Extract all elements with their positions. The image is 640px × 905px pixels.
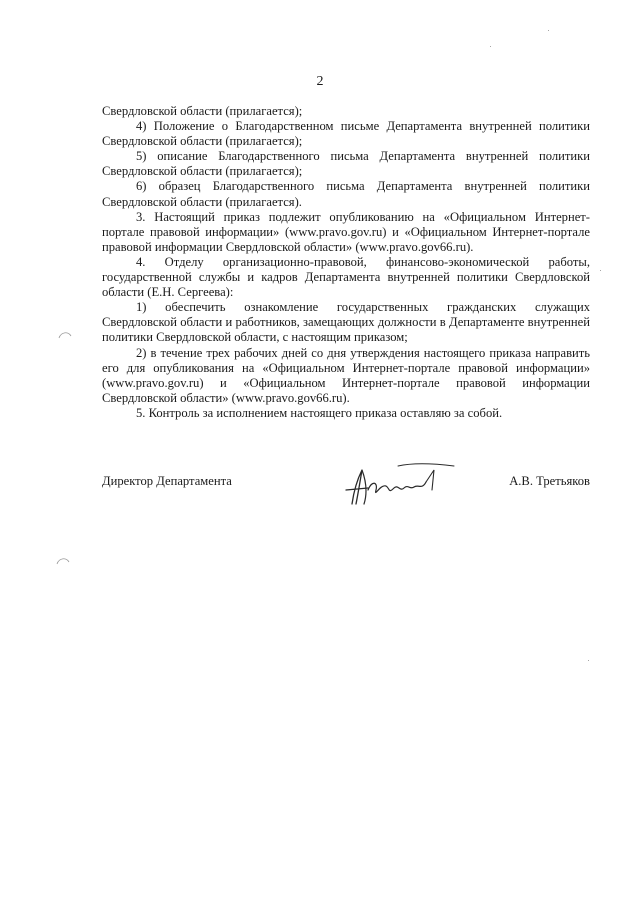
scan-speck xyxy=(490,46,491,47)
position-title: Директор Департамента xyxy=(102,474,232,488)
document-body xyxy=(102,104,590,421)
paragraph-2: 4) Положение о Благодарственном письме Департамента внутренней политики Свердловской области (прилагается); xyxy=(102,119,590,149)
scan-speck xyxy=(588,660,589,661)
paragraph-7: 1) обеспечить ознакомление государственных гражданских служащих Свердловской области и работников, замещающих должности в Департаменте внутренней политики Свердловской области, с настоящим приказом; xyxy=(102,300,590,345)
paragraph-5: 3. Настоящий приказ подлежит опубликованию на «Официальном Интернет-портале правовой информации» (www.pravo.gov.ru) и «Официальном Интернет-портале правовой информации Свердловской области» (www.pravo.gov66.ru). xyxy=(102,209,590,254)
scan-speck xyxy=(600,270,601,271)
scan-mark xyxy=(56,556,70,566)
paragraph-9: 5. Контроль за исполнением настоящего приказа оставляю за собой. xyxy=(136,405,503,420)
scan-mark xyxy=(58,330,72,340)
paragraph-3: 5) описание Благодарственного письма Департамента внутренней политики Свердловской области (прилагается); xyxy=(102,149,590,179)
paragraph-1: Свердловской области (прилагается); xyxy=(102,104,303,118)
paragraph-4: 6) образец Благодарственного письма Департамента внутренней политики Свердловской области (прилагается). xyxy=(102,179,590,209)
page-number: 2 xyxy=(316,74,324,89)
paragraph-8: 2) в течение трех рабочих дней со дня утверждения настоящего приказа направить его для опубликования на «Официальном Интернет-портале правовой информации» (www.pravo.gov.ru) и «Официальном Интернет-портале правовой информации Свердловской области» (www.pravo.gov66.ru). xyxy=(102,345,590,405)
signer-name: А.В. Третьяков xyxy=(509,474,590,488)
scan-speck xyxy=(548,30,549,31)
handwritten-signature xyxy=(338,460,458,510)
signature-row xyxy=(102,474,590,514)
paragraph-6: 4. Отделу организационно-правовой, финансово-экономической работы, государственной службы и кадров Департамента внутренней политики Свердловской области (Е.Н. Сергеева): xyxy=(102,254,590,300)
